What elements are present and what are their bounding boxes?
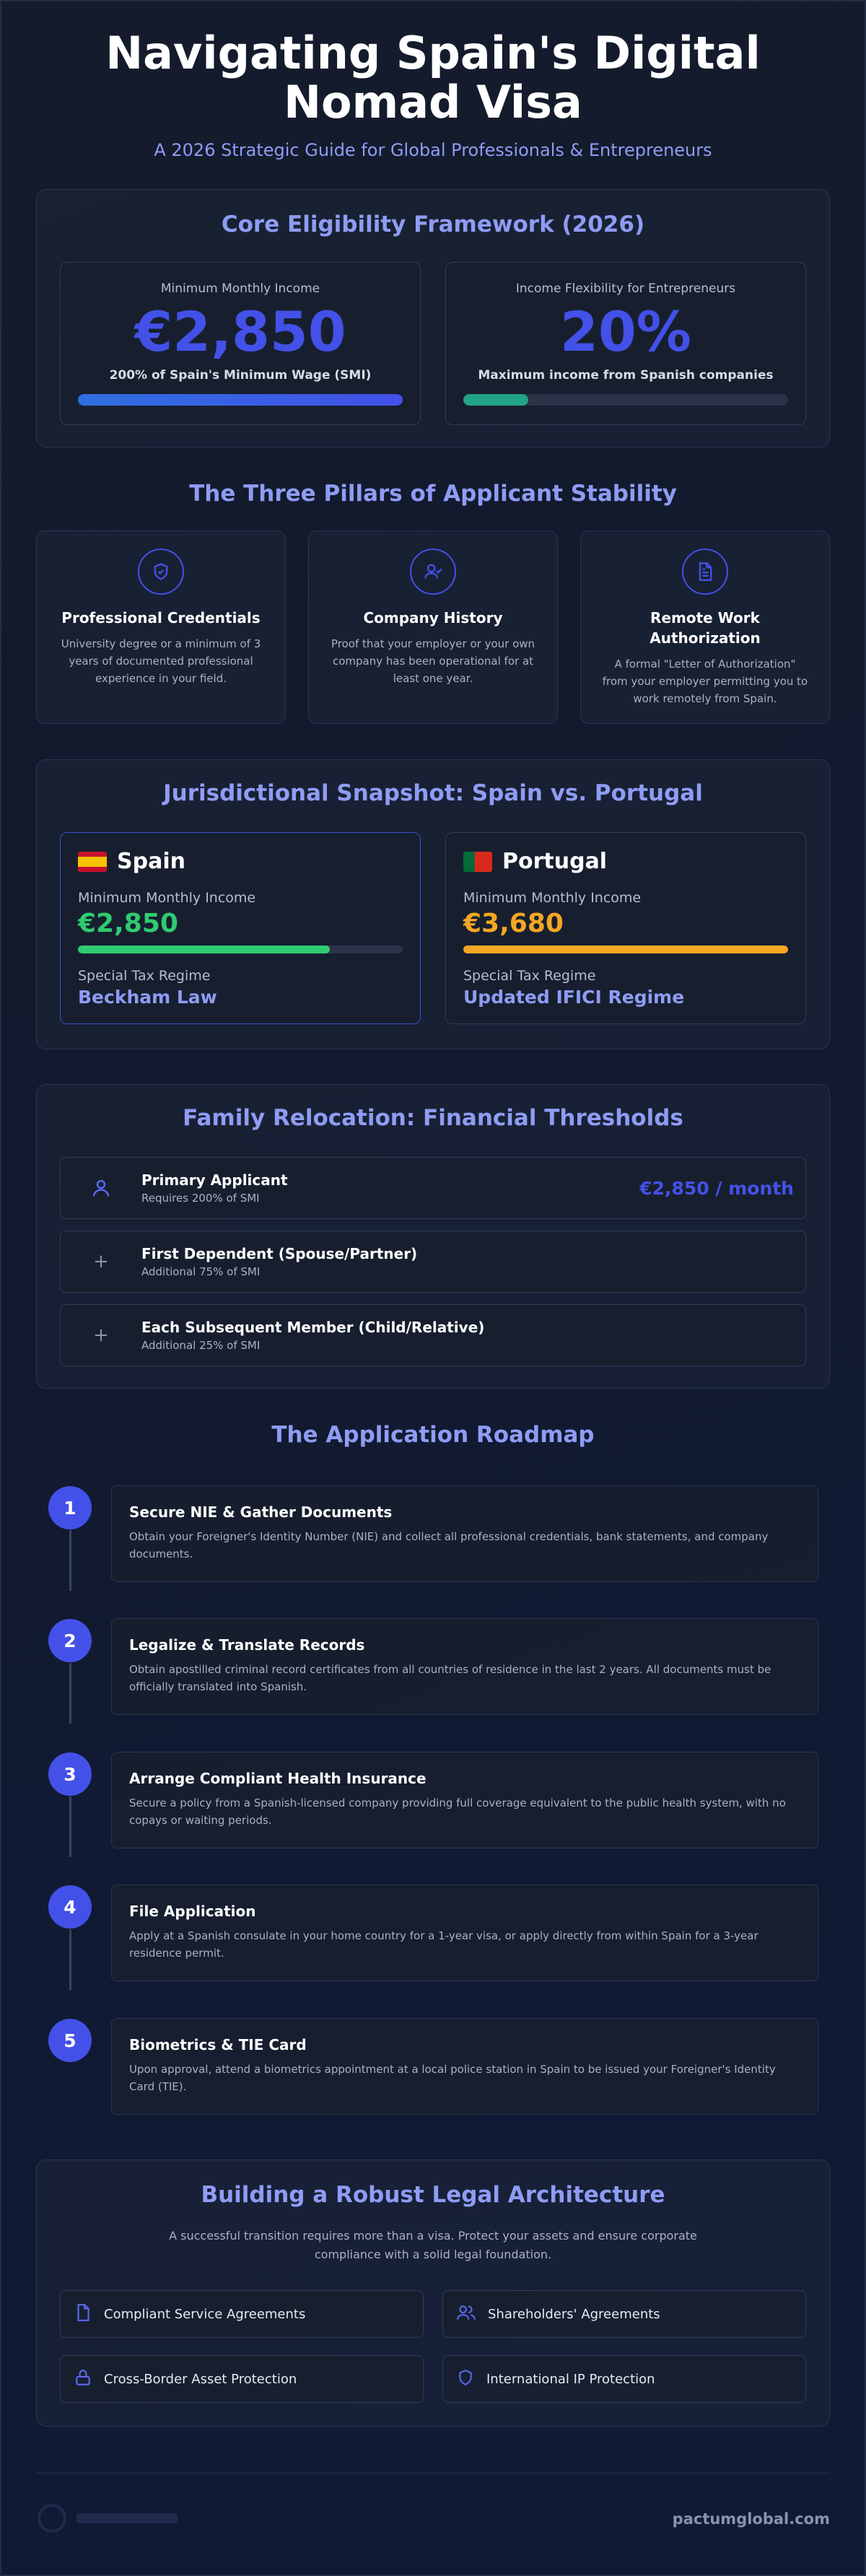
spain-income: €2,850 (78, 909, 178, 938)
spain-tax-label: Special Tax Regime (78, 968, 211, 984)
step-text: Upon approval, attend a biometrics appointment at a local police station in Spain to be issued your Foreigner's Identity Card (TIE). (129, 2063, 776, 2093)
pillar-text: University degree or a minimum of 3 years of documented professional experience in your field. (61, 637, 261, 685)
page-title: Navigating Spain's Digital Nomad Visa (105, 27, 761, 128)
roadmap-step-3 (111, 1752, 818, 1848)
pillar-title: Company History (363, 609, 503, 626)
user-check-icon (410, 549, 456, 595)
step-number: 4 (48, 1885, 92, 1929)
step-number: 5 (48, 2019, 92, 2062)
document-icon (682, 549, 728, 595)
income-value: €2,850 (134, 300, 346, 364)
income-bar (78, 394, 403, 406)
legal-item-service-agreements (60, 2290, 424, 2338)
family-row-title: Primary Applicant (141, 1171, 288, 1189)
step-title: Biometrics & TIE Card (129, 2036, 307, 2053)
legal-title: Building a Robust Legal Architecture (201, 2182, 665, 2208)
flex-value: 20% (560, 300, 691, 364)
brand-logo (36, 2502, 195, 2535)
portugal-income-bar (463, 946, 788, 953)
income-bar-fill (78, 394, 403, 406)
jurisdiction-section (36, 759, 830, 1049)
family-row-sub: Additional 75% of SMI (141, 1265, 261, 1278)
plus-icon: + (93, 1324, 109, 1346)
plus-icon: + (93, 1251, 109, 1272)
lock-icon (74, 2368, 92, 2391)
spain-income-bar (78, 946, 403, 953)
shield-check-icon (138, 549, 184, 595)
income-label: Minimum Monthly Income (160, 281, 320, 296)
file-icon (74, 2303, 92, 2326)
hero (0, 29, 866, 160)
flex-bar-fill (463, 394, 528, 406)
step-title: Legalize & Translate Records (129, 1636, 365, 1654)
portugal-tax-label: Special Tax Regime (463, 968, 596, 984)
family-row-first-dependent (60, 1231, 806, 1293)
pillar-title: Professional Credentials (61, 609, 261, 626)
portugal-tax: Updated IFICI Regime (463, 987, 685, 1008)
family-title: Family Relocation: Financial Thresholds (183, 1105, 683, 1131)
step-title: Secure NIE & Gather Documents (129, 1503, 393, 1521)
page-subtitle: A 2026 Strategic Guide for Global Professionals & Entrepreneurs (154, 140, 712, 160)
roadmap-step-5 (111, 2018, 818, 2115)
portugal-name: Portugal (502, 849, 608, 874)
step-connector (69, 1530, 71, 1591)
users-icon (456, 2303, 476, 2326)
shield-icon (456, 2368, 475, 2391)
user-icon (61, 1177, 141, 1199)
pillar-text: A formal "Letter of Authorization" from your employer permitting you to work remotely from Spain. (602, 658, 808, 705)
family-row-sub: Requires 200% of SMI (141, 1192, 260, 1205)
spain-tax: Beckham Law (78, 987, 217, 1008)
family-row-title: Each Subsequent Member (Child/Relative) (141, 1319, 485, 1336)
flex-sub: Maximum income from Spanish companies (478, 368, 774, 383)
family-row-sub: Additional 25% of SMI (141, 1339, 261, 1352)
legal-item-ip-protection (442, 2355, 806, 2403)
portugal-income-bar-fill (463, 946, 788, 953)
legal-section (36, 2160, 830, 2427)
pillars-title: The Three Pillars of Applicant Stability (189, 481, 677, 507)
legal-item-asset-protection (60, 2355, 424, 2403)
pillar-title: Remote Work Authorization (650, 609, 761, 647)
portugal-flag-icon (463, 852, 492, 872)
step-number: 3 (48, 1752, 92, 1796)
eligibility-section (36, 189, 830, 447)
family-row-title: First Dependent (Spouse/Partner) (141, 1245, 418, 1262)
spain-flag-icon (78, 852, 107, 872)
legal-item-label: Compliant Service Agreements (104, 2306, 306, 2322)
step-text: Apply at a Spanish consulate in your home country for a 1-year visa, or apply directly from within Spain for a 3-year residence permit. (129, 1929, 758, 1960)
flex-label: Income Flexibility for Entrepreneurs (515, 281, 736, 296)
footer-site-link[interactable]: pactumglobal.com (672, 2510, 830, 2528)
roadmap-step-1 (111, 1485, 818, 1582)
portugal-income: €3,680 (463, 909, 564, 938)
income-stat-box (60, 262, 421, 425)
portugal-box (445, 832, 806, 1024)
jurisdiction-title: Jurisdictional Snapshot: Spain vs. Portugal (163, 780, 703, 806)
spain-box (60, 832, 421, 1024)
footer-divider (36, 2473, 830, 2474)
step-text: Obtain your Foreigner's Identity Number (NIE) and collect all professional credentials, bank statements, and company documents. (129, 1530, 769, 1560)
step-connector (69, 1663, 71, 1724)
pillar-credentials (36, 531, 286, 724)
pillar-remote (580, 531, 830, 724)
legal-intro: A successful transition requires more than a visa. Protect your assets and ensure corporate compliance with a solid legal foundation. (169, 2229, 697, 2261)
family-row-primary (60, 1157, 806, 1219)
income-sub: 200% of Spain's Minimum Wage (SMI) (109, 368, 372, 383)
spain-name: Spain (117, 849, 185, 874)
step-connector (69, 1929, 71, 1990)
portugal-header (463, 849, 788, 874)
spain-income-bar-fill (78, 946, 330, 953)
step-text: Secure a policy from a Spanish-licensed company providing full coverage equivalent to the public health system, with no copays or waiting periods. (129, 1796, 786, 1827)
step-connector (69, 1796, 71, 1857)
legal-item-shareholders (442, 2290, 806, 2338)
roadmap-step-2 (111, 1618, 818, 1715)
family-row-amount: €2,850 / month (639, 1177, 794, 1199)
pillar-company (308, 531, 558, 724)
legal-item-label: International IP Protection (486, 2371, 655, 2387)
roadmap-title: The Application Roadmap (271, 1422, 595, 1448)
flex-bar (463, 394, 788, 406)
legal-item-label: Shareholders' Agreements (488, 2306, 660, 2322)
step-title: File Application (129, 1903, 256, 1920)
step-title: Arrange Compliant Health Insurance (129, 1770, 427, 1787)
portugal-income-label: Minimum Monthly Income (463, 890, 642, 906)
step-number: 1 (48, 1486, 92, 1529)
pillar-text: Proof that your employer or your own company has been operational for at least one year. (331, 637, 535, 685)
step-text: Obtain apostilled criminal record certificates from all countries of residence in the last 2 years. All documents must be officially translated into Spanish. (129, 1663, 771, 1693)
spain-income-label: Minimum Monthly Income (78, 890, 256, 906)
family-row-subsequent (60, 1304, 806, 1366)
eligibility-title: Core Eligibility Framework (2026) (221, 211, 645, 237)
family-section (36, 1084, 830, 1389)
flex-stat-box (445, 262, 806, 425)
roadmap-step-4 (111, 1885, 818, 1981)
spain-header (78, 849, 403, 874)
step-number: 2 (48, 1619, 92, 1662)
legal-item-label: Cross-Border Asset Protection (104, 2371, 297, 2387)
